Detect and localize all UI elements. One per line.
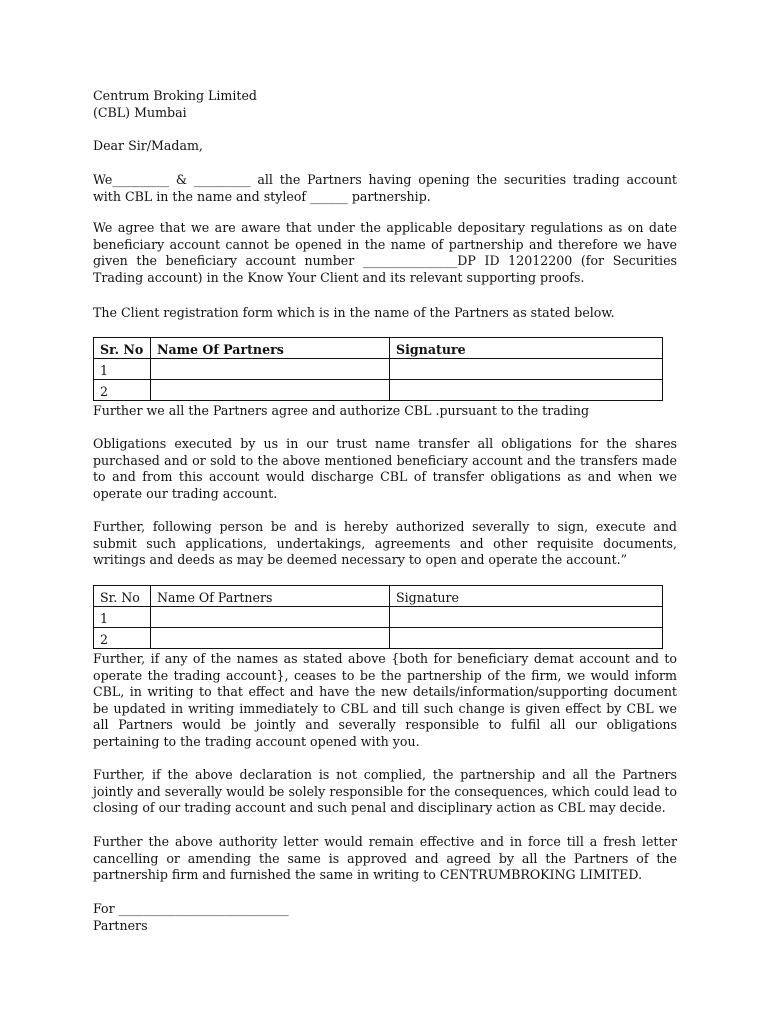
partner-name-cell[interactable] [151, 628, 390, 649]
paragraph-line: We_________ & _________ all the Partners having opening the securities trading account [93, 172, 677, 187]
table-row [94, 607, 663, 628]
salutation: Dear Sir/Madam, [93, 138, 203, 153]
partner-name-cell[interactable] [151, 607, 390, 628]
paragraph-client-registration: The Client registration form which is in the name of the Partners as stated below. [93, 305, 615, 320]
row-number: 2 [94, 628, 151, 649]
table-header-row [94, 338, 663, 359]
signature-cell[interactable] [390, 607, 663, 628]
table-row [94, 380, 663, 401]
partners-table-2 [93, 585, 663, 649]
closing-block [93, 901, 677, 934]
paragraph-obligations: Obligations executed by us in our trust name transfer all obligations for the shares purchased and or sold to the above mentioned beneficiary account and the transfers made to and from this account would discharge CBL of transfer obligations as and when we operate our trading account. [93, 436, 677, 501]
partner-name-cell[interactable] [151, 380, 390, 401]
header-name-of-partners: Name Of Partners [151, 338, 390, 359]
partners-table-1 [93, 337, 663, 401]
signature-cell[interactable] [390, 359, 663, 380]
table-header-row [94, 586, 663, 607]
table-row [94, 359, 663, 380]
addressee-company: Centrum Broking Limited [93, 88, 257, 103]
paragraph-partners-opening [93, 172, 677, 205]
addressee-location: (CBL) Mumbai [93, 104, 187, 120]
paragraph-authorize-cbl: Further we all the Partners agree and authorize CBL .pursuant to the trading [93, 403, 590, 418]
addressee-block [93, 88, 677, 121]
signature-cell[interactable] [390, 628, 663, 649]
closing-partners-label: Partners [93, 917, 148, 933]
table-row [94, 628, 663, 649]
paragraph-non-compliance: Further, if the above declaration is not complied, the partnership and all the Partners jointly and severally would be solely responsible for the consequences, which could lead to closing of our trading account and such penal and disciplinary action as CBL may decide. [93, 767, 677, 816]
paragraph-name-changes: Further, if any of the names as stated above {both for beneficiary demat account and to operate the trading account}, ceases to be the partnership of the firm, we would inform CBL, in writing to that effect and have the new details/information/supporting document be updated in writing immediately to CBL and till such change is given effect by CBL we all Partners would be jointly and severally responsible to fulfil all our obligations pertaining to the trading account opened with you. [93, 651, 677, 749]
row-number: 1 [94, 607, 151, 628]
header-name-of-partners: Name Of Partners [151, 586, 390, 607]
signature-cell[interactable] [390, 380, 663, 401]
paragraph-line: with CBL in the name and styleof ______ partnership. [93, 188, 431, 204]
paragraph-authority-validity: Further the above authority letter would remain effective and in force till a fresh letter cancelling or amending the same is approved and agreed by all the Partners of the partnership firm and furnished the same in writing to CENTRUMBROKING LIMITED. [93, 834, 677, 883]
row-number: 1 [94, 359, 151, 380]
paragraph-depositary-regulations: We agree that we are aware that under the applicable depositary regulations as on date beneficiary account cannot be opened in the name of partnership and therefore we have given the beneficiary account number _______________DP ID 12012200 (for Securities Trading account) in the Know Your Client and its relevant supporting proofs. [93, 220, 677, 285]
header-sr-no: Sr. No [94, 338, 151, 359]
partner-name-cell[interactable] [151, 359, 390, 380]
paragraph-authorized-person: Further, following person be and is hereby authorized severally to sign, execute and submit such applications, undertakings, agreements and other requisite documents, writings and deeds as may be deemed necessary to open and operate the account.” [93, 519, 677, 568]
closing-for-line: For ___________________________ [93, 901, 289, 916]
header-signature: Signature [390, 586, 663, 607]
header-sr-no: Sr. No [94, 586, 151, 607]
header-signature: Signature [390, 338, 663, 359]
row-number: 2 [94, 380, 151, 401]
